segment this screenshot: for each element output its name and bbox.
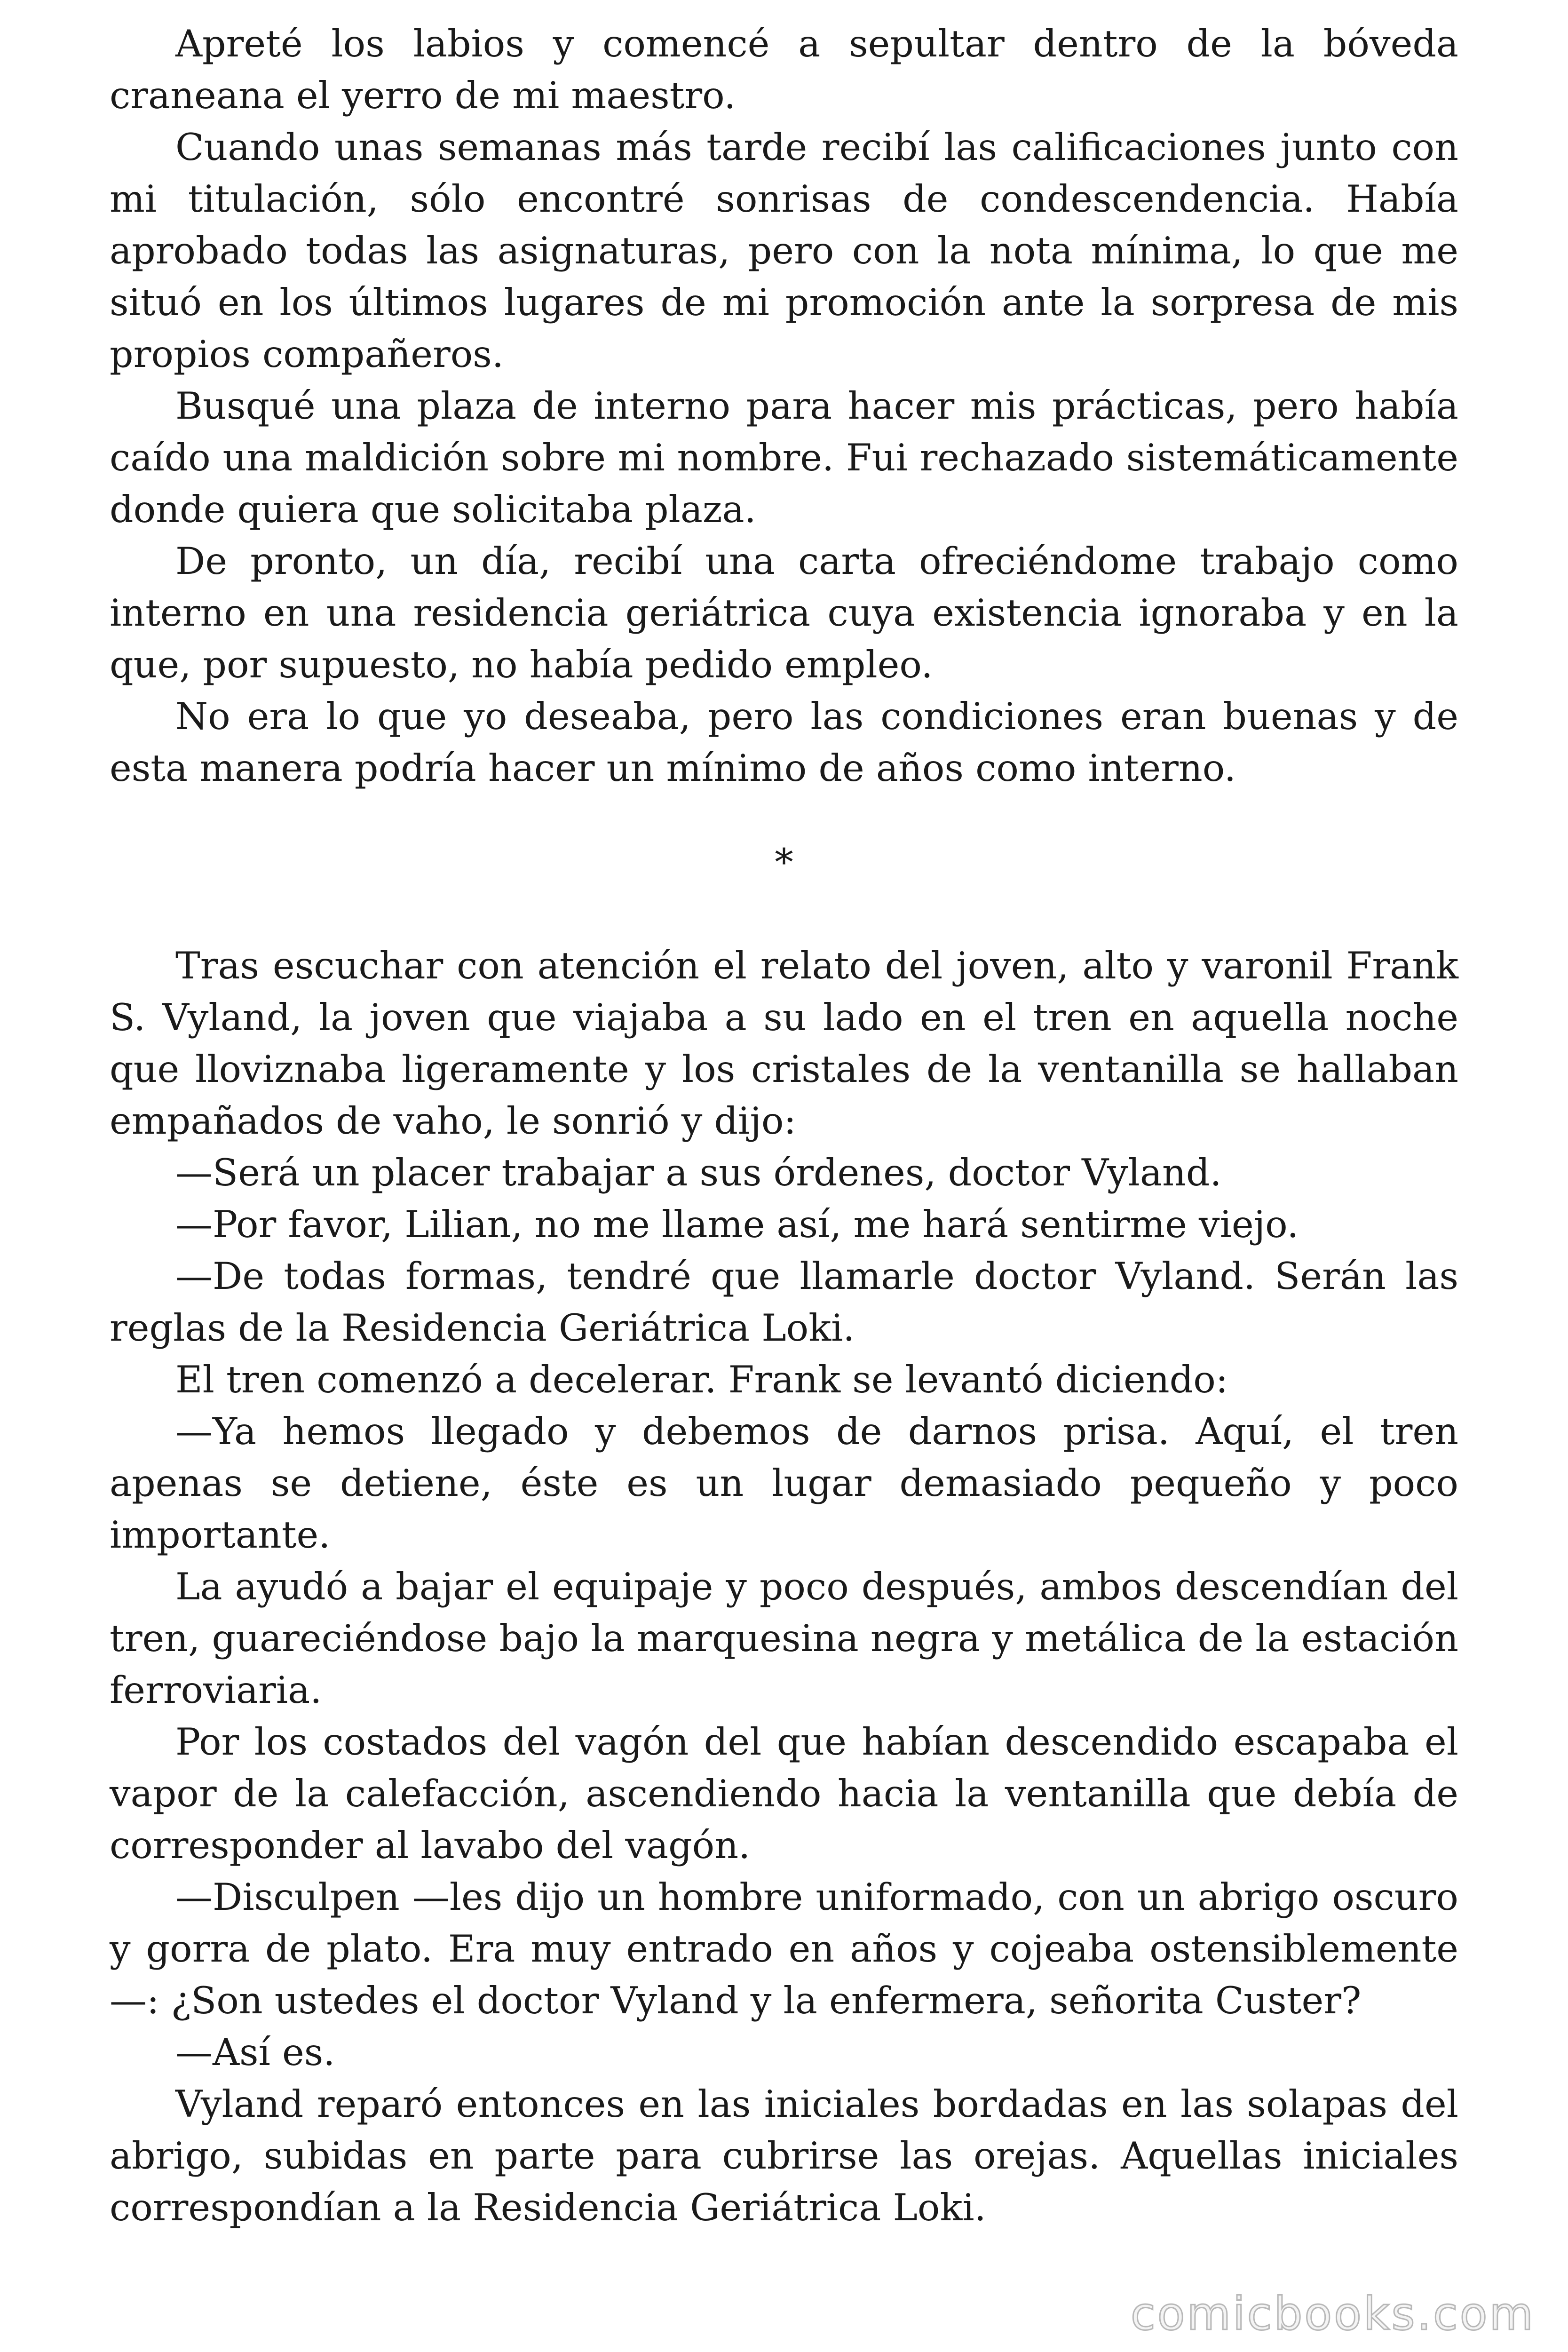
watermark: comicbooks.com xyxy=(1130,2288,1535,2340)
paragraph: Por los costados del vagón del que habían descendido escapaba el vapor de la calefacción, ascendiendo hacia la ventanilla que debía de corresponder al lavabo del vagón. xyxy=(110,1720,1458,1867)
page-body xyxy=(110,18,1458,2233)
dialogue-line: —Disculpen —les dijo un hombre uniformado, con un abrigo oscuro y gorra de plato. Era muy entrado en años y cojeaba ostensiblemente—: ¿Son ustedes el doctor Vyland y la enfermera, señorita Custer? xyxy=(110,1875,1458,2022)
dialogue-line: —De todas formas, tendré que llamarle doctor Vyland. Serán las reglas de la Residencia Geriátrica Loki. xyxy=(110,1255,1458,1350)
paragraph: Tras escuchar con atención el relato del joven, alto y varonil Frank S. Vyland, la joven que viajaba a su lado en el tren en aquella noche que lloviznaba ligeramente y los cristales de la ventanilla se hallaban empañados de vaho, le sonrió y dijo: xyxy=(110,944,1458,1143)
paragraph: La ayudó a bajar el equipaje y poco después, ambos descendían del tren, guareciéndose bajo la marquesina negra y metálica de la estación ferroviaria. xyxy=(110,1565,1458,1712)
paragraph: Cuando unas semanas más tarde recibí las calificaciones junto con mi titulación, sólo encontré sonrisas de condescendencia. Había aprobado todas las asignaturas, pero con la nota mínima, lo que me situó en los últimos lugares de mi promoción ante la sorpresa de mis propios compañeros. xyxy=(110,126,1458,376)
paragraph: De pronto, un día, recibí una carta ofreciéndome trabajo como interno en una residencia geriátrica cuya existencia ignoraba y en la que, por supuesto, no había pedido empleo. xyxy=(110,540,1458,686)
dialogue-line: —Por favor, Lilian, no me llame así, me hará sentirme viejo. xyxy=(175,1203,1299,1246)
paragraph: No era lo que yo deseaba, pero las condiciones eran buenas y de esta manera podría hacer un mínimo de años como interno. xyxy=(110,695,1458,790)
paragraph: El tren comenzó a decelerar. Frank se levantó diciendo: xyxy=(175,1358,1228,1401)
paragraph: Apreté los labios y comencé a sepultar dentro de la bóveda craneana el yerro de mi maestro. xyxy=(110,22,1458,117)
section-separator: * xyxy=(775,841,793,884)
section-two xyxy=(110,940,1458,2233)
dialogue-line: —Así es. xyxy=(175,2031,335,2074)
paragraph: Busqué una plaza de interno para hacer mis prácticas, pero había caído una maldición sobre mi nombre. Fui rechazado sistemáticamente donde quiera que solicitaba plaza. xyxy=(110,384,1458,531)
dialogue-line: —Ya hemos llegado y debemos de darnos prisa. Aquí, el tren apenas se detiene, éste es un lugar demasiado pequeño y poco importante. xyxy=(110,1410,1458,1557)
paragraph: Vyland reparó entonces en las iniciales bordadas en las solapas del abrigo, subidas en parte para cubrirse las orejas. Aquellas iniciales correspondían a la Residencia Geriátrica Loki. xyxy=(110,2082,1458,2229)
dialogue-line: —Será un placer trabajar a sus órdenes, doctor Vyland. xyxy=(175,1151,1222,1194)
section-gap xyxy=(110,888,1458,940)
section-one xyxy=(110,18,1458,794)
